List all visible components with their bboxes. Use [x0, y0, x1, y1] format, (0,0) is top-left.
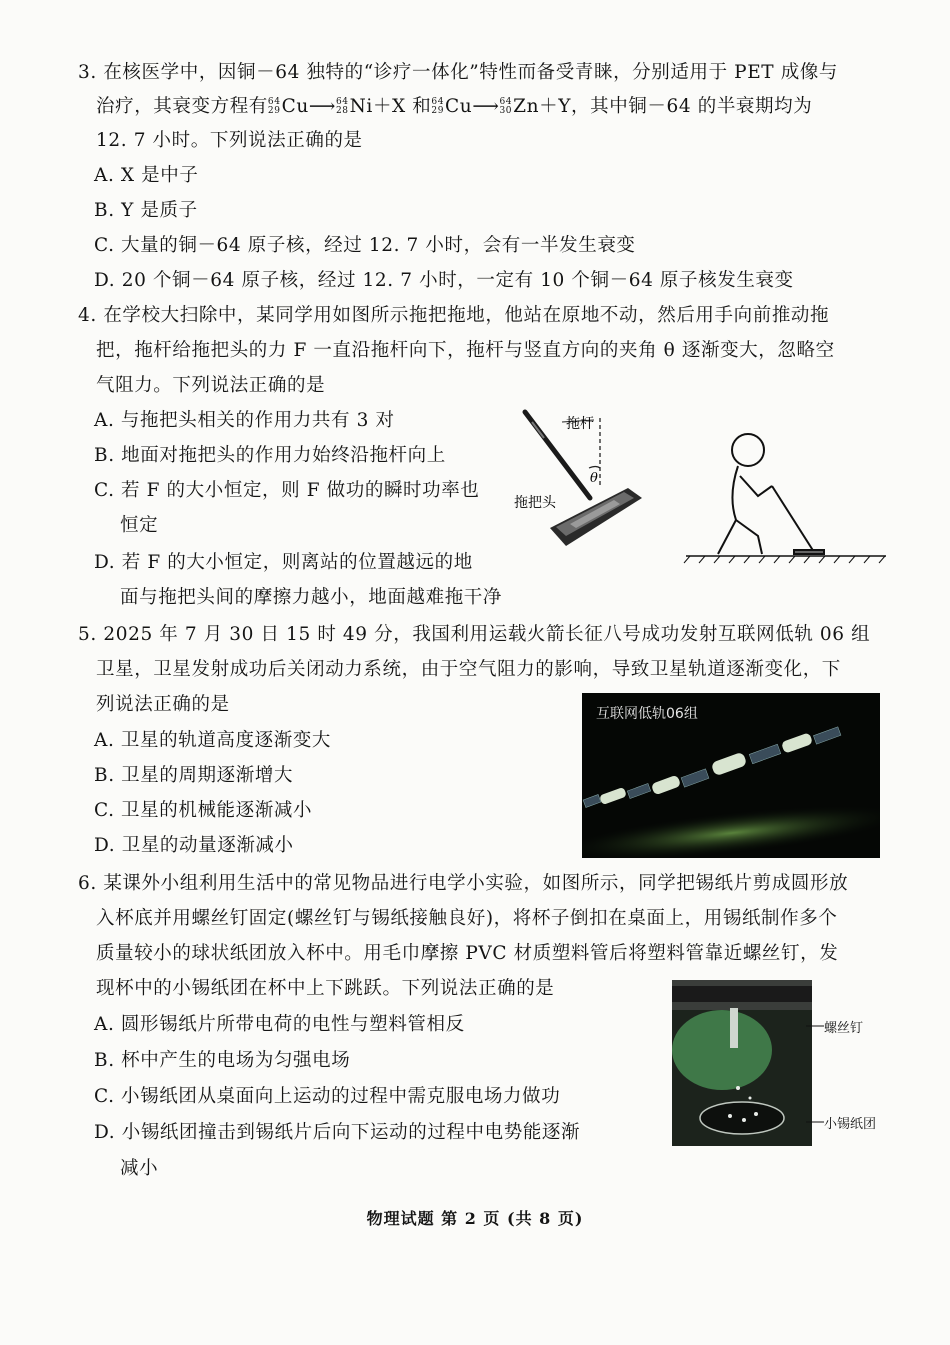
q4-option-c-line1: C. 若 F 的大小恒定，则 F 做功的瞬时功率也 [94, 480, 480, 501]
ground-hatching [684, 556, 885, 563]
q6-option-c: C. 小锡纸团从桌面向上运动的过程中需克服电场力做功 [94, 1086, 561, 1107]
q6-stem-line1: 6. 某课外小组利用生活中的常见物品进行电学小实验，如图所示，同学把锡纸片剪成圆形放 [78, 873, 849, 894]
reaction-arrow-2: ⟶ [472, 96, 500, 117]
mop-diagram [510, 408, 890, 568]
reaction-arrow: ⟶ [308, 96, 336, 117]
screw-label: 螺丝钉 [824, 1021, 864, 1036]
q3-stem-text: 治疗，其衰变方程有 [96, 96, 268, 117]
mop-head-label: 拖把头 [514, 495, 556, 511]
q5-stem-line2: 卫星，卫星发射成功后关闭动力系统，由于空气阻力的影响，导致卫星轨道逐渐变化，下 [96, 659, 841, 680]
q4-option-a: A. 与拖把头相关的作用力共有 3 对 [94, 410, 395, 431]
zn-nuclide: 64 30 Zn [499, 96, 540, 117]
q6-option-a: A. 圆形锡纸片所带电荷的电性与塑料管相反 [94, 1014, 465, 1035]
mop-rod-grip [532, 422, 544, 438]
page-footer: 物理试题 第 2 页 (共 8 页) [366, 1209, 584, 1228]
q5-option-b: B. 卫星的周期逐渐增大 [94, 765, 294, 786]
cu-nuclide-2: 64 29 Cu [431, 96, 473, 117]
q4-stem-line2: 把，拖杆给拖把头的力 F 一直沿拖杆向下，拖杆与竖直方向的夹角 θ 逐渐变大，忽略空 [96, 340, 835, 361]
q5-option-d: D. 卫星的动量逐渐减小 [94, 835, 294, 856]
q3-option-c: C. 大量的铜－64 原子核，经过 12. 7 小时，会有一半发生衰变 [94, 235, 636, 256]
q3-stem-line2 [96, 90, 812, 124]
q6-option-d-line1: D. 小锡纸团撞击到锡纸片后向下运动的过程中电势能逐渐 [94, 1122, 581, 1143]
q3-option-a: A. X 是中子 [94, 165, 199, 186]
q6-option-d-line2: 减小 [120, 1158, 159, 1179]
experiment-illustration [672, 980, 812, 1146]
q4-option-d-line2: 面与拖把头间的摩擦力越小，地面越难拖干净 [120, 587, 503, 608]
theta-label: θ [590, 471, 598, 486]
mop-head [550, 488, 642, 546]
experiment-photo [672, 980, 812, 1146]
tin-ball-label: 小锡纸团 [824, 1117, 877, 1132]
satellite-photo [582, 693, 880, 858]
q3-option-b: B. Y 是质子 [94, 200, 198, 221]
q6-stem-line4: 现杯中的小锡纸团在杯中上下跳跃。下列说法正确的是 [96, 978, 555, 999]
cu-nuclide: 64 29 Cu [267, 96, 309, 117]
person-mopping-figure [718, 434, 824, 554]
q5-option-c: C. 卫星的机械能逐渐减小 [94, 800, 313, 821]
q3-stem-line1: 3. 在核医学中，因铜－64 独特的“诊疗一体化”特性而备受青睐，分别适用于 PET 成像与 [78, 62, 839, 83]
theta-arc [589, 467, 600, 469]
q4-option-d-line1: D. 若 F 的大小恒定，则离站的位置越远的地 [94, 552, 473, 573]
q5-stem-line3: 列说法正确的是 [96, 694, 230, 715]
ni-nuclide: 64 28 Ni [335, 96, 373, 117]
q3-stem-text-2: ＋Y，其中铜－64 的半衰期均为 [539, 96, 813, 117]
experiment-label-leaders [806, 1018, 826, 1128]
q3-plus-x: ＋X 和 [372, 96, 432, 117]
rod-label: 拖杆 [566, 416, 594, 432]
q4-stem-line1: 4. 在学校大扫除中，某同学用如图所示拖把拖地，他站在原地不动，然后用手向前推动拖 [78, 305, 830, 326]
q3-stem-line3: 12. 7 小时。下列说法正确的是 [96, 130, 363, 151]
q5-stem-line1: 5. 2025 年 7 月 30 日 15 时 49 分，我国利用运载火箭长征八号成功发射互联网低轨 06 组 [78, 624, 871, 645]
q4-option-b: B. 地面对拖把头的作用力始终沿拖杆向上 [94, 445, 446, 466]
q6-stem-line3: 质量较小的球状纸团放入杯中。用毛巾摩擦 PVC 材质塑料管后将塑料管靠近螺丝钉，发 [96, 943, 839, 964]
q6-stem-line2: 入杯底并用螺丝钉固定(螺丝钉与锡纸接触良好)，将杯子倒扣在桌面上，用锡纸制作多个 [96, 908, 838, 929]
q4-option-c-line2: 恒定 [120, 515, 159, 536]
q6-option-b: B. 杯中产生的电场为匀强电场 [94, 1050, 351, 1071]
q4-stem-line3: 气阻力。下列说法正确的是 [96, 375, 326, 396]
q3-option-d: D. 20 个铜－64 原子核，经过 12. 7 小时，一定有 10 个铜－64 原子核发生衰变 [94, 270, 794, 291]
satellite-photo-caption: 互联网低轨06组 [596, 706, 698, 722]
q5-option-a: A. 卫星的轨道高度逐渐变大 [94, 730, 332, 751]
